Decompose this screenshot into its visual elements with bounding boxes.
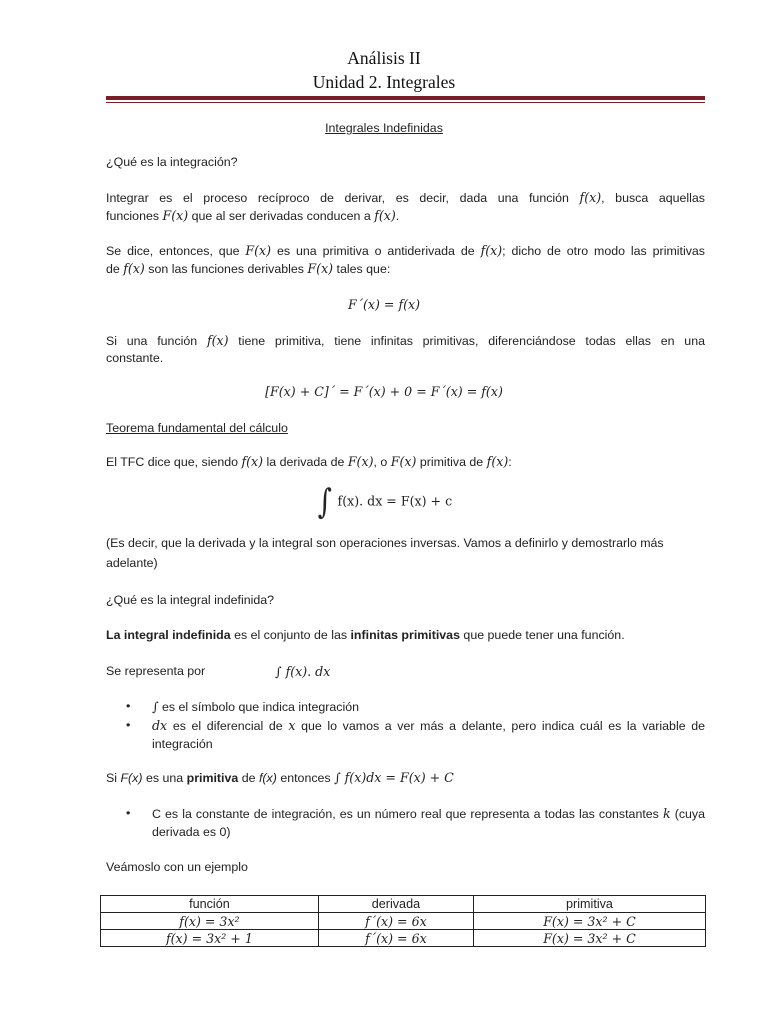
italic-fx: f(x) (258, 771, 277, 785)
text-span: Se representa por (106, 664, 206, 678)
paragraph-infinitas-line2: constante. (106, 351, 164, 365)
example-table (100, 895, 706, 947)
equation-constant (0, 384, 768, 400)
section-title (0, 120, 768, 137)
paragraph-integrar-line1 (106, 189, 705, 207)
text-span: primitiva de (419, 455, 484, 469)
equation-integral (0, 482, 768, 522)
paragraph-tfc (106, 453, 705, 471)
math-expression: ∫ f(x)dx = F(x) + C (334, 770, 454, 785)
math-fx: f(x) (486, 454, 509, 469)
text-span: que lo vamos a ver más a delante, pero indica cuál es la variable de (301, 719, 706, 733)
table-cell: f´(x) = 6x (318, 913, 473, 930)
list-item (126, 805, 705, 845)
text-span: , busca aquellas (601, 191, 705, 205)
table-cell: f(x) = 3x² (101, 913, 319, 930)
text-span: de (106, 262, 120, 276)
math-dx: dx (152, 718, 168, 733)
tfc-heading-text: Teorema fundamental del cálculo (106, 421, 288, 435)
italic-Fx: F(x) (120, 771, 143, 785)
table-header-cell: primitiva (473, 896, 705, 913)
equation-text: f(x). dx = F(x) + c (337, 493, 453, 509)
bold-term: La integral indefinida (106, 628, 231, 642)
text-span: , o (373, 455, 388, 469)
math-x: x (288, 718, 296, 733)
paragraph-si-primitiva (106, 769, 705, 787)
text-span: son las funciones derivables (148, 262, 304, 276)
bullet-dot: • (126, 718, 131, 732)
math-k: k (662, 806, 671, 821)
text-span: El TFC dice que, siendo (106, 455, 239, 469)
table-cell: f´(x) = 6x (318, 930, 473, 947)
math-fx: f(x) (123, 261, 145, 276)
math-Fx: F(x) (390, 454, 417, 469)
question-integracion: ¿Qué es la integración? (106, 155, 238, 169)
math-Fx: F(x) (162, 208, 189, 223)
math-fx: f(x) (579, 190, 602, 205)
paragraph-infinitas (106, 332, 705, 367)
document-title: Análisis II (347, 48, 421, 68)
integral-symbol: ∫ (152, 699, 159, 714)
text-span: tales que: (336, 262, 391, 276)
text-span: funciones (106, 209, 160, 223)
text-span: Integrar es el proceso recíproco de derivar, es decir, dada una función (106, 191, 569, 205)
text-span: es una (145, 771, 184, 785)
text-span: la derivada de (266, 455, 345, 469)
table-row (101, 913, 706, 930)
document-subtitle: Unidad 2. Integrales (312, 72, 456, 92)
text-span: que al ser derivadas conducen a (191, 209, 371, 223)
paragraph-infinitas-line1 (106, 332, 705, 350)
text-span: ; dicho de otro modo las primitivas (502, 244, 705, 258)
paragraph-primitiva-line2 (106, 260, 705, 278)
header-rule-thin (106, 102, 705, 103)
tfc-heading (106, 420, 705, 437)
text-span: es el conjunto de las (234, 628, 348, 642)
bullet-dot: • (126, 699, 131, 713)
text-span: que puede tener una función. (463, 628, 625, 642)
integral-symbol: ∫ (317, 482, 332, 522)
text-span: tiene primitiva, tiene infinitas primitivas, diferenciándose todas ellas en una (238, 334, 705, 348)
text-span: C es la constante de integración, es un número real que representa a todas las constantes (152, 807, 659, 821)
paragraph-ejemplo: Veámoslo con un ejemplo (106, 860, 248, 874)
list-item-line2: derivada es 0) (152, 824, 231, 839)
paragraph-definicion (106, 627, 705, 644)
text-span: : (508, 455, 512, 469)
text-span: . (395, 209, 400, 223)
bold-term: primitiva (186, 771, 239, 785)
math-fx: f(x) (206, 333, 229, 348)
bold-term: infinitas primitivas (350, 628, 460, 642)
table-cell: F(x) = 3x² + C (473, 913, 705, 930)
text-span: es una primitiva o antiderivada de (277, 244, 475, 258)
paragraph-primitiva-line1 (106, 242, 705, 260)
text-span: Si (106, 771, 118, 785)
bullet-dot: • (126, 806, 131, 820)
math-Fx: F(x) (307, 261, 334, 276)
paragraph-es-decir: (Es decir, que la derivada y la integral son operaciones inversas. Vamos a definirlo y demostrarlo más adelante) (106, 536, 664, 570)
table-header-cell: función (101, 896, 319, 913)
list-item (126, 717, 705, 757)
table-header-row (101, 896, 706, 913)
list-item-line2: integración (152, 736, 213, 751)
math-fx: f(x) (480, 243, 503, 258)
paragraph-representa (106, 663, 705, 680)
header-rule-thick (106, 96, 705, 100)
list-item-text (152, 717, 705, 753)
equation-text: F´(x) = f(x) (347, 297, 421, 312)
table-cell: F(x) = 3x² + C (473, 930, 705, 947)
text-span: (cuya (674, 807, 706, 821)
list-item-line1 (152, 717, 705, 736)
text-span: entonces (280, 771, 331, 785)
paragraph-primitiva (106, 242, 705, 278)
text-span: es el diferencial de (172, 719, 283, 733)
paragraph-integrar (106, 189, 705, 225)
text-span: Si una función (106, 334, 198, 348)
text-span: Se dice, entonces, que (106, 244, 240, 258)
math-expression: ∫ f(x). dx (275, 664, 331, 679)
math-Fx: F(x) (245, 243, 272, 258)
table-header-cell: derivada (318, 896, 473, 913)
table-row (101, 930, 706, 947)
math-fx: f(x) (241, 454, 264, 469)
question-integral-indefinida: ¿Qué es la integral indefinida? (106, 593, 275, 607)
paragraph-integrar-line2 (106, 207, 705, 225)
text-span: de (241, 771, 256, 785)
math-fx: f(x) (374, 208, 396, 223)
section-title-text: Integrales Indefinidas (325, 121, 443, 135)
table-cell: f(x) = 3x² + 1 (101, 930, 319, 947)
equation-text: [F(x) + C]´ = F´(x) + 0 = F´(x) = f(x) (265, 384, 503, 399)
equation-derivative (0, 297, 768, 313)
text-span: es el símbolo que indica integración (162, 700, 360, 714)
list-item-text (152, 698, 705, 717)
math-Fx: F(x) (347, 454, 374, 469)
list-item-text (152, 805, 705, 841)
list-item-line1 (152, 805, 705, 824)
